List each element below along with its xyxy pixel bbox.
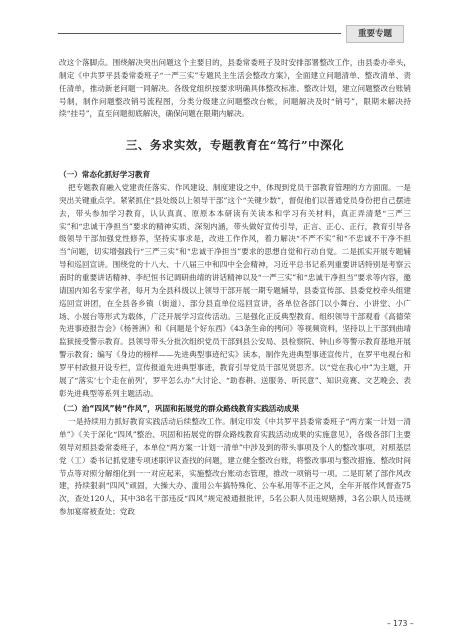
page-number: – 173 – [387, 619, 414, 628]
subsection-heading-2: （二）治“四风”转“作风”，巩固和拓展党的群众路线教育实践活动成果 [59, 404, 300, 414]
section-header-tag: 重要专题 [346, 25, 404, 43]
article-body [59, 57, 411, 519]
subsection-heading-1: （一）常态化抓好学习教育 [59, 170, 151, 180]
section-title: 三、务求实效，专题教育在“笃行”中深化 [125, 138, 345, 153]
subsection-paragraph-2: 一是持续用力抓好教育实践活动后续整改工作。制定印发《中共罗平县委常委班子“两方案一计划一清单”》《关于深化“四风”整治、巩固和拓展党的群众路线教育实践活动成果的实施意见》，各级各部门主要领导对照县委常委班子，本单位“两方案一计划一清单”中涉及到的带头事项及个人的整改事项，对照基层党（工）委书记抓党建专项述职评议查找的问题，建立健全整改台账，将整改事项与整改措施、整改时间节点等对照分解细化到一一对应起来，实施整改台账动态管理，推改一项销号一项。二是盯紧了部作风改建，持续狠刹“四风”顽固，大操大办、滥用公车搞特殊化、公车私用等不正之风，全年开展作风督查75次，查处120人，其中38名干部违反“四风”规定被通报批评，5名公职人员违规赌搏，3名公职人员违规参加宴席被查处；党政 [59, 417, 411, 517]
subsection-paragraph-1: 把专题教育融入党建责任落实、作风建设、制度建设之中，体现到党员干部教育管理的方方面面。一是突出关键重点学。紧紧抓住“县处级以上领导干部”这个“关键少数”，督促他们以普通党员身份把自己摆进去，带头参加学习教育，认认真真、原原本本研读有关读本和学习有关材料，真正弄清楚“三严三实”和“忠诚干净担当”要求的精神实质、深刻内涵，带头做好宣传引导，正言、正心、正行，教育引导各级领导干部加强党性修养，坚持实事求是，改进工作作风，着力解决“不严不实”和“不忠诚不干净不担当”问题，切实增强践行“三严三实”和“忠诚干净担当”要求的思想自觉和行动自觉。二是抓实开展专题辅导和巡回宣讲。围绕党的十八大、十八届三中和四中全会精神，习近平总书记系列重要讲话特别是考察云南时的重要讲话精神、李纪恒书记调研曲靖的讲话精神以及“一严三实”和“忠诚干净担当”要求等内容，邀请国内知名专家学者，每月为全县科级以上领导干部开展一期专题辅导，县委宣传部、县委党校牵头组建巡回宣讲团，在全县各乡镇（街道）、部分县直单位巡回宣讲，各单位各部门以小舞台、小讲堂、小广场、小展台等形式为载体，广泛开展学习宣传活动。三是强化正反典型教育。组织领导干部观看《高德荣先进事迹报告会》《杨善洲》和《问题是个好东西》《43条生命的拷问》等视频资料，坚持以上干部到曲靖监狱接受警示教育。县领导带头分批次组织党员干部到县公安局、县检察院、钟山乡等警示教育基地开展警示教育；编写《身边的榜样——先进典型事迹纪实》读本，制作先进典型事迹宣传片，在罗平电视台和罗平村政报开设专栏，宣传报道先进典型事迹，教育引导党员干部见贤思齐。以“党在我心中”为主题，开展了“落实‘七个走在前列’，罗平怎么办”大讨论、“助春耕、送服务、听民意”、知识竞赛、文艺晚会、表彰先进典型等系列主题活动。 [59, 183, 411, 398]
header-rule [58, 33, 341, 34]
intro-paragraph: 改这个落脚点。围绕解决突出问题这个主要目的，县委常委班子及时安排部署整改工作，由县委办牵头，制定《中共罗平县委常委班子“一严三实”专题民主生活会整改方案》，全面建立问题清单、整改清单、责任清单，推动新老问题一同解决。各级党组织按要求明确具体整改标准、整改计划，建立问题整改台账销号制，制作问题整改销号流程图，分类分级建立问题整改台帐，问题解决及时“销号”，限期未解决持续“挂号”，直至问题彻底解决，确保问题在限期内解决。 [59, 58, 411, 119]
